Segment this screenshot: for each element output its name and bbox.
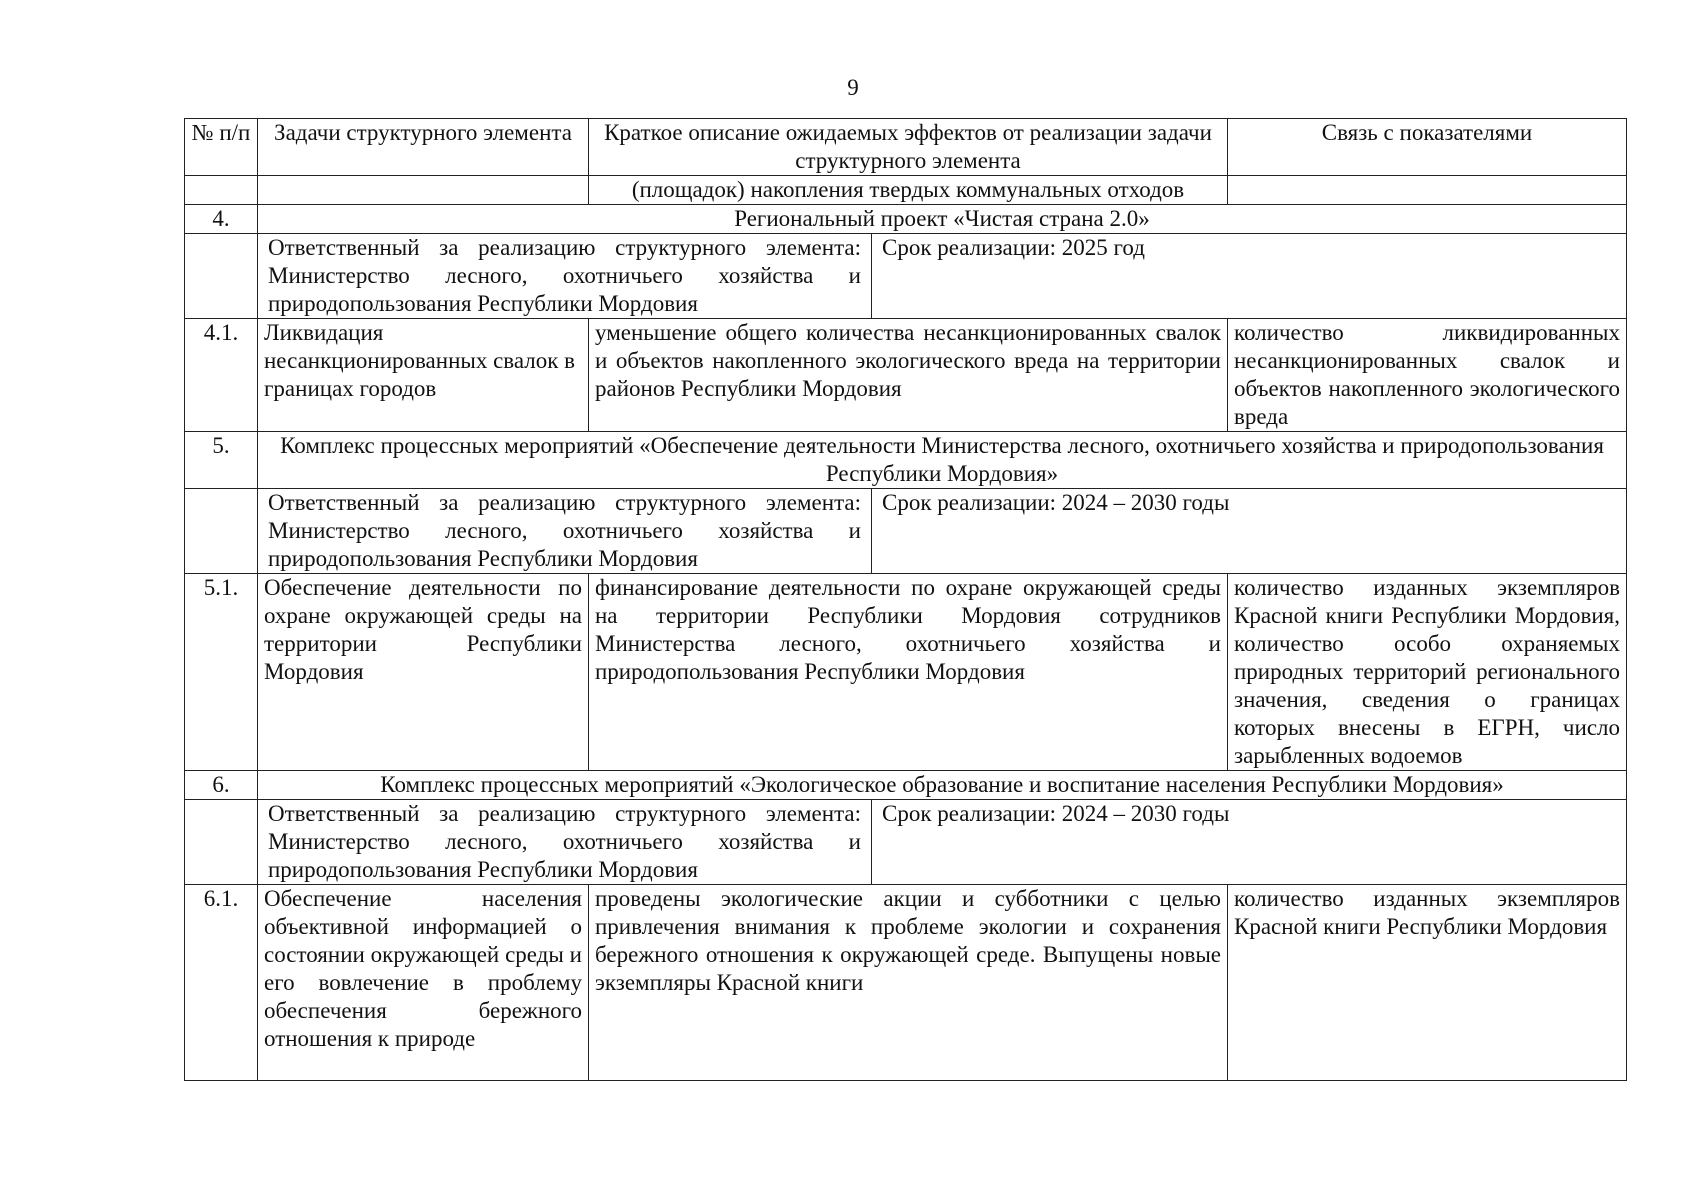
- page-number: 9: [847, 75, 859, 100]
- table-cell: [185, 489, 258, 574]
- header-effects: Краткое описание ожидаемых эффектов от реализации задачи структурного элемента: [589, 119, 1228, 176]
- header-task: Задачи структурного элемента: [258, 119, 589, 176]
- row-number: 4.1.: [185, 319, 258, 432]
- effect-text: финансирование деятельности по охране окружающей среды на территории Республики Мордовия сотрудников Министерства лесного, охотничьего хозяйства и природопользования Республики Мордовия: [589, 574, 1228, 771]
- section-title-row: [185, 432, 1627, 489]
- section-title-row: [185, 205, 1627, 234]
- section-title: Комплекс процессных мероприятий «Экологическое образование и воспитание населения Республики Мордовия»: [258, 771, 1627, 800]
- structural-elements-table: [184, 118, 1627, 1081]
- table-cell: [185, 176, 258, 205]
- header-link: Связь с показателями: [1228, 119, 1627, 176]
- table-row: [185, 885, 1627, 1081]
- task-text: Обеспечение населения объективной информацией о состоянии окружающей среды и его вовлечение в проблему обеспечения бережного отношения к природе: [258, 885, 589, 1081]
- table-cell: [258, 176, 589, 205]
- table-cell: [185, 234, 258, 319]
- row-number: 6.1.: [185, 885, 258, 1081]
- continuation-text: (площадок) накопления твердых коммунальных отходов: [589, 176, 1228, 205]
- table-cell: [1228, 176, 1627, 205]
- responsible-row: [185, 489, 1627, 574]
- section-number: 6.: [185, 771, 258, 800]
- section-number: 5.: [185, 432, 258, 489]
- responsible-text: Ответственный за реализацию структурного элемента: Министерство лесного, охотничьего хозяйства и природопользования Республики Мордовия: [268, 801, 861, 882]
- term-text: Срок реализации: 2024 – 2030 годы: [872, 489, 1627, 573]
- responsible-row: [185, 234, 1627, 319]
- responsible-cell: [258, 234, 1627, 319]
- table-row: [185, 574, 1627, 771]
- row-number: 5.1.: [185, 574, 258, 771]
- task-text: Обеспечение деятельности по охране окружающей среды на территории Республики Мордовия: [258, 574, 589, 771]
- responsible-text: Ответственный за реализацию структурного элемента: Министерство лесного, охотничьего хозяйства и природопользования Республики Мордовия: [268, 235, 861, 316]
- section-title: Региональный проект «Чистая страна 2.0»: [258, 205, 1627, 234]
- effect-text: уменьшение общего количества несанкционированных свалок и объектов накопленного экологического вреда на территории районов Республики Мордовия: [589, 319, 1228, 432]
- link-text: количество изданных экземпляров Красной книги Республики Мордовия, количество особо охраняемых природных территорий регионального значения, сведения о границах которых внесены в ЕГРН, число зарыбленных водоемов: [1228, 574, 1627, 771]
- term-text: Срок реализации: 2024 – 2030 годы: [872, 800, 1627, 884]
- table-cell: [185, 800, 258, 885]
- header-num: № п/п: [185, 119, 258, 176]
- continuation-row: [185, 176, 1627, 205]
- responsible-cell: [258, 489, 1627, 574]
- section-title-row: [185, 771, 1627, 800]
- link-text: количество ликвидированных несанкционированных свалок и объектов накопленного экологического вреда: [1228, 319, 1627, 432]
- table-row: [185, 319, 1627, 432]
- responsible-cell: [258, 800, 1627, 885]
- term-text: Срок реализации: 2025 год: [872, 234, 1627, 318]
- link-text: количество изданных экземпляров Красной книги Республики Мордовия: [1228, 885, 1627, 1081]
- section-number: 4.: [185, 205, 258, 234]
- responsible-text: Ответственный за реализацию структурного элемента: Министерство лесного, охотничьего хозяйства и природопользования Республики Мордовия: [268, 490, 861, 571]
- effect-text: проведены экологические акции и субботники с целью привлечения внимания к проблеме экологии и сохранения бережного отношения к окружающей среде. Выпущены новые экземпляры Красной книги: [589, 885, 1228, 1081]
- responsible-row: [185, 800, 1627, 885]
- section-title: Комплекс процессных мероприятий «Обеспечение деятельности Министерства лесного, охотничьего хозяйства и природопользования Республики Мордовия»: [258, 432, 1627, 489]
- table-header-row: [185, 119, 1627, 176]
- task-text: Ликвидация несанкционированных свалок в границах городов: [258, 319, 589, 432]
